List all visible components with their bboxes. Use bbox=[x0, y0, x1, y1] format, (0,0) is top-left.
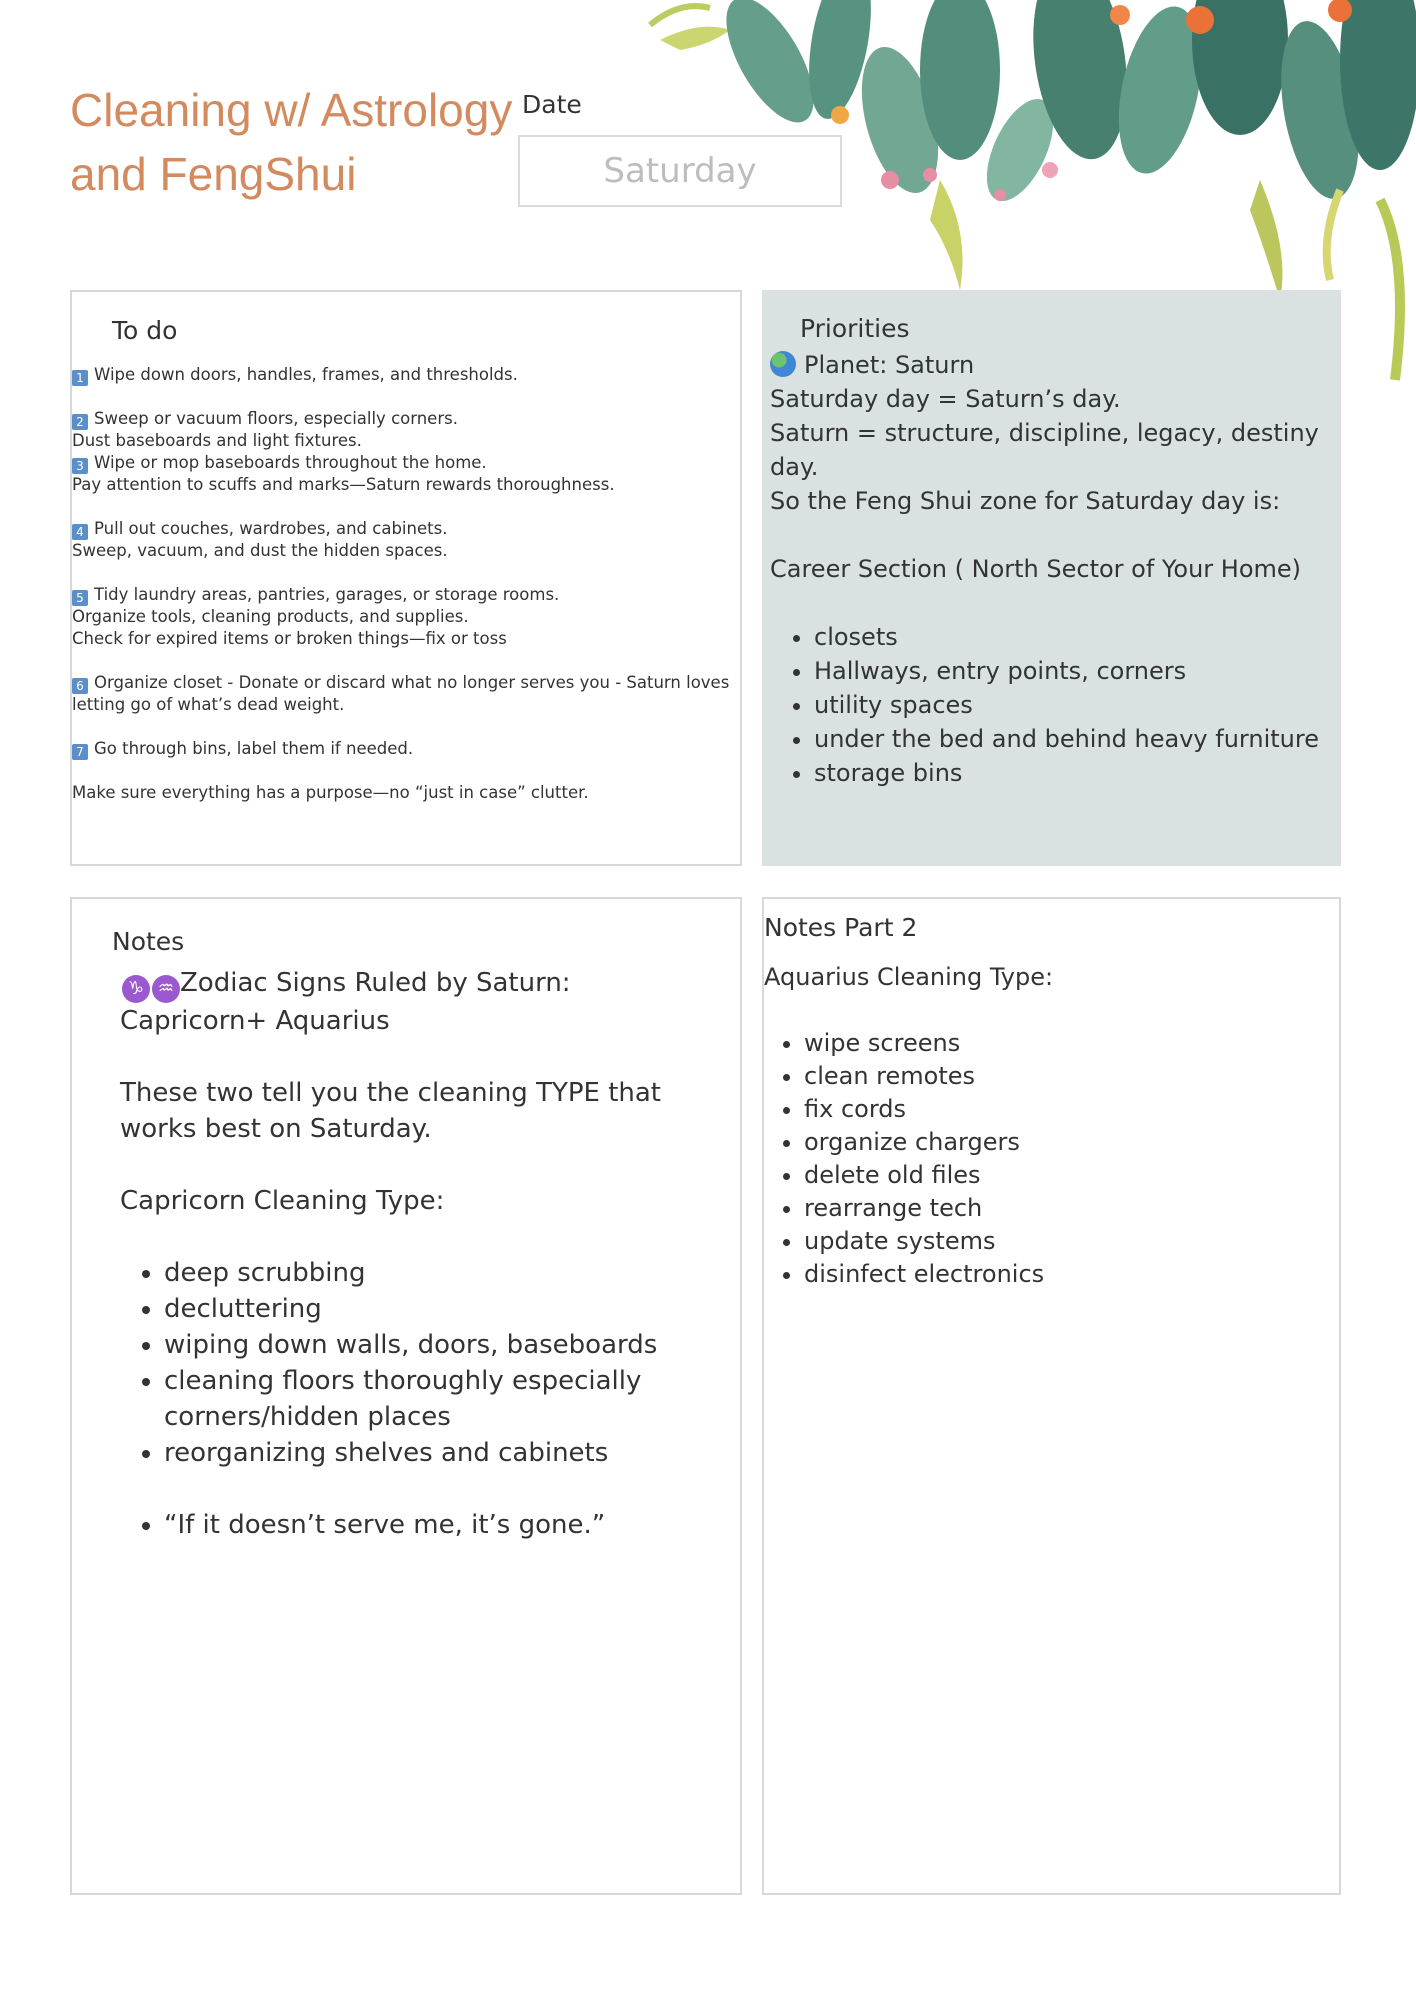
title-line-1: Cleaning w/ Astrology bbox=[70, 84, 513, 136]
keycap-4-icon: 4 bbox=[72, 524, 88, 540]
type-intro: These two tell you the cleaning TYPE that works best on Saturday. bbox=[120, 1078, 661, 1144]
notes-part-2-heading: Notes Part 2 bbox=[764, 913, 918, 942]
zodiac-signs: Capricorn+ Aquarius bbox=[120, 1006, 390, 1036]
todo-item: 2 Sweep or vacuum floors, especially corners. Dust baseboards and light fixtures. 3 Wipe or mop baseboards throughout the home. Pay attention to scuffs and marks—Saturn rewards thoroughness. bbox=[72, 409, 615, 494]
list-item: • wiping down walls, doors, baseboards bbox=[164, 1327, 720, 1363]
priorities-panel bbox=[762, 290, 1341, 866]
priorities-line-3: So the Feng Shui zone for Saturday day is: bbox=[770, 487, 1281, 515]
list-item: • deep scrubbing bbox=[164, 1255, 720, 1291]
capricorn-heading: Capricorn Cleaning Type: bbox=[120, 1186, 445, 1216]
list-item: • rearrange tech bbox=[804, 1192, 1334, 1225]
zodiac-line: ♑ ♒ Zodiac Signs Ruled by Saturn: bbox=[120, 965, 720, 1003]
keycap-1-icon: 1 bbox=[72, 370, 88, 386]
priorities-line-1: Saturday day = Saturn’s day. bbox=[770, 385, 1121, 413]
globe-icon bbox=[770, 351, 796, 377]
date-label: Date bbox=[522, 90, 582, 119]
list-item: • decluttering bbox=[164, 1291, 720, 1327]
todo-panel bbox=[70, 290, 742, 866]
keycap-3-icon: 3 bbox=[72, 458, 88, 474]
todo-list bbox=[72, 364, 736, 826]
aquarius-icon: ♒ bbox=[152, 975, 180, 1003]
aquarius-list bbox=[764, 1027, 1334, 1291]
list-item: • cleaning floors thoroughly especially corners/hidden places bbox=[164, 1363, 720, 1435]
todo-item: 6 Organize closet - Donate or discard what no longer serves you - Saturn loves letting go of what’s dead weight. bbox=[72, 673, 730, 714]
todo-item: 1 Wipe down doors, handles, frames, and thresholds. bbox=[72, 364, 736, 386]
list-item: • clean remotes bbox=[804, 1060, 1334, 1093]
todo-item: 7 Go through bins, label them if needed. bbox=[72, 738, 736, 760]
career-section: Career Section ( North Sector of Your Home) bbox=[770, 555, 1302, 583]
date-value: Saturday bbox=[603, 151, 757, 191]
notes-heading: Notes bbox=[112, 927, 185, 956]
list-item: • delete old files bbox=[804, 1159, 1334, 1192]
quote: • “If it doesn’t serve me, it’s gone.” bbox=[164, 1507, 720, 1543]
notes-part-2-body bbox=[764, 961, 1334, 1291]
list-item: • Hallways, entry points, corners bbox=[814, 654, 1330, 688]
capricorn-icon: ♑ bbox=[122, 975, 150, 1003]
priorities-list bbox=[770, 620, 1330, 790]
quote-list bbox=[120, 1507, 720, 1543]
todo-footer: Make sure everything has a purpose—no “just in case” clutter. bbox=[72, 783, 589, 802]
keycap-5-icon: 5 bbox=[72, 590, 88, 606]
keycap-7-icon: 7 bbox=[72, 744, 88, 760]
list-item: • organize chargers bbox=[804, 1126, 1334, 1159]
list-item: • closets bbox=[814, 620, 1330, 654]
todo-item: 4 Pull out couches, wardrobes, and cabinets. Sweep, vacuum, and dust the hidden spaces. bbox=[72, 519, 448, 560]
list-item: • under the bed and behind heavy furniture bbox=[814, 722, 1330, 756]
notes-part-2-panel bbox=[762, 897, 1341, 1895]
todo-item: 5 Tidy laundry areas, pantries, garages, or storage rooms. Organize tools, cleaning products, and supplies. Check for expired items or broken things—fix or toss bbox=[72, 585, 560, 648]
capricorn-list bbox=[120, 1255, 720, 1471]
notes-panel bbox=[70, 897, 742, 1895]
page-title bbox=[70, 78, 512, 206]
title-line-2: and FengShui bbox=[70, 148, 357, 200]
list-item: • utility spaces bbox=[814, 688, 1330, 722]
list-item: • disinfect electronics bbox=[804, 1258, 1334, 1291]
priorities-line-2: Saturn = structure, discipline, legacy, destiny day. bbox=[770, 419, 1319, 481]
list-item: • storage bins bbox=[814, 756, 1330, 790]
priorities-heading: Priorities bbox=[800, 314, 910, 343]
keycap-6-icon: 6 bbox=[72, 678, 88, 694]
list-item: • fix cords bbox=[804, 1093, 1334, 1126]
priorities-body bbox=[770, 348, 1330, 790]
todo-heading: To do bbox=[112, 316, 178, 345]
planet-line: Planet: Saturn bbox=[770, 348, 1330, 382]
keycap-2-icon: 2 bbox=[72, 414, 88, 430]
list-item: • reorganizing shelves and cabinets bbox=[164, 1435, 720, 1471]
list-item: • update systems bbox=[804, 1225, 1334, 1258]
aquarius-heading: Aquarius Cleaning Type: bbox=[764, 963, 1054, 991]
notes-body bbox=[120, 965, 720, 1543]
list-item: • wipe screens bbox=[804, 1027, 1334, 1060]
